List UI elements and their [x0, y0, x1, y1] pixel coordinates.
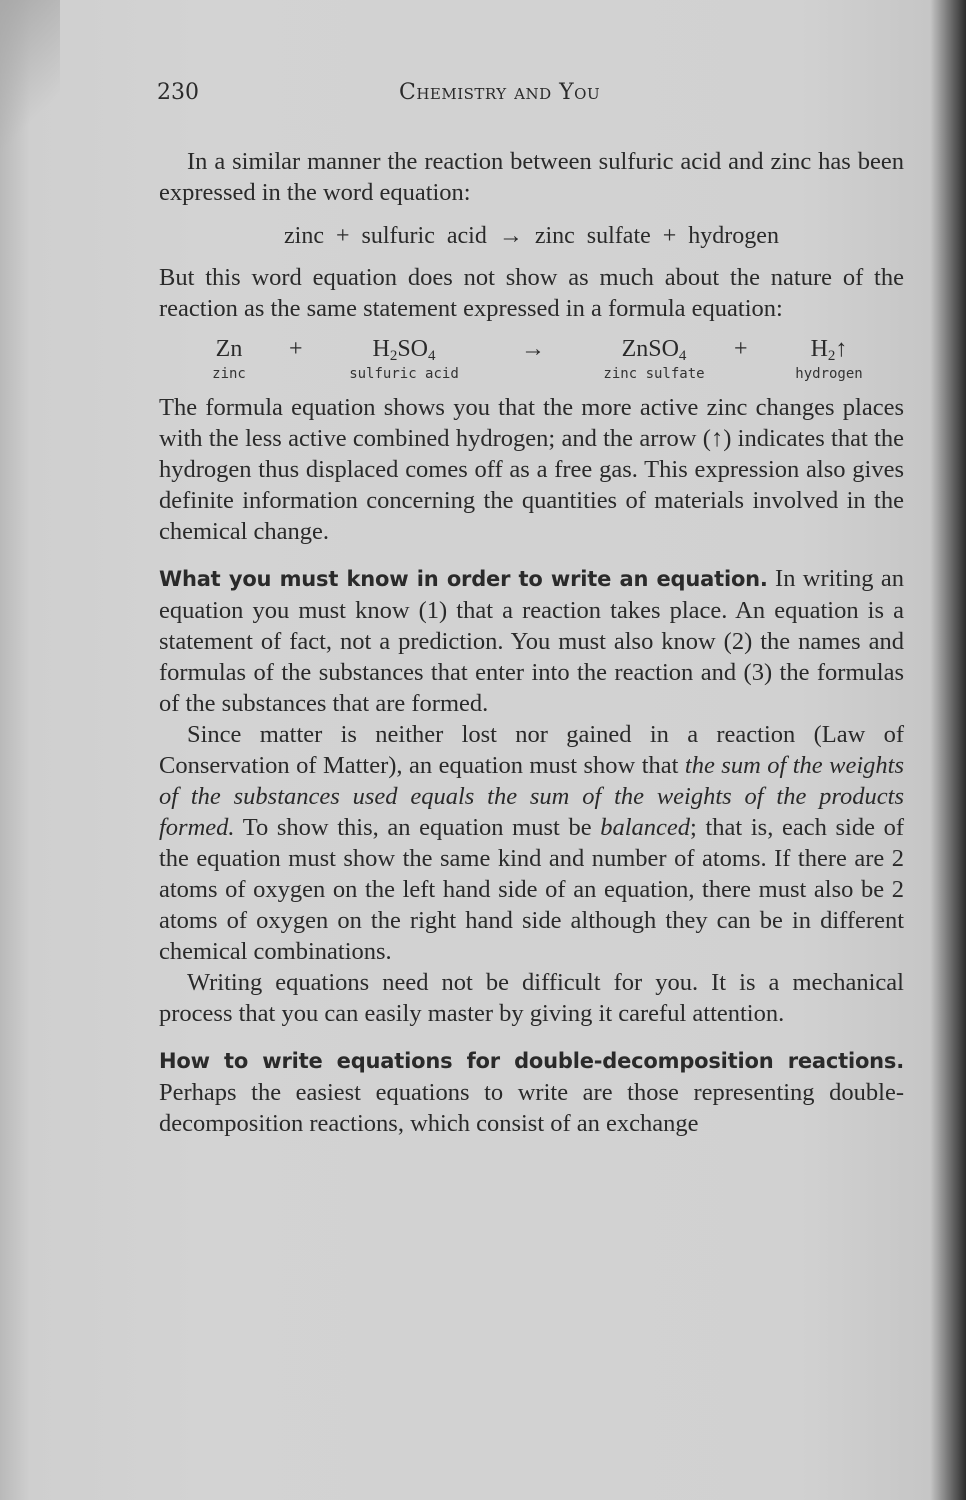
paragraph-formula-explanation: The formula equation shows you that the more active zinc changes places with the less active combined hydrogen; and the arrow (↑) indicates that the hydrogen thus displaced comes off as a free gas. This expression also gives definite information concerning the quantities of materials involved in the chemical change. — [159, 394, 904, 545]
zinc-sulfate-label: zinc sulfate — [603, 366, 705, 382]
hydrogen-label: hydrogen — [795, 366, 863, 382]
section-heading-double-decomposition: How to write equations for double-decomposition reactions. — [159, 1049, 904, 1073]
page-edge-shadow — [0, 0, 60, 160]
yields-arrow: → — [521, 336, 545, 362]
paragraph-conservation — [159, 719, 904, 967]
word-equation: zinc + sulfuric acid → zinc sulfate + hydrogen — [284, 223, 779, 249]
section-double-decomposition — [159, 1045, 904, 1139]
conservation-text-3: ; that is, each side of the equation must show the same kind and number of atoms. If there are 2 atoms of oxygen on the left hand side of an equation, there must also be 2 atoms of oxygen on the right hand side although they can be in different chemical combinations. — [159, 814, 904, 965]
zinc-sulfate-term — [584, 334, 724, 384]
paragraph-word-equation-limits: But this word equation does not show as much about the nature of the reaction as the same statement expressed in a formula equation: — [159, 264, 904, 322]
intro-paragraph: In a similar manner the reaction between sulfuric acid and zinc has been expressed in the word equation: — [159, 148, 904, 206]
sulfuric-acid-term — [334, 334, 474, 384]
paragraph-mechanical-process: Writing equations need not be difficult for you. It is a mechanical process that you can easily master by giving it careful attention. — [159, 969, 904, 1027]
zinc-label: zinc — [212, 366, 246, 382]
plus-sign-2: + — [734, 336, 748, 362]
section-heading-write-equation: What you must know in order to write an equation. — [159, 567, 768, 591]
conservation-text-2: To show this, an equation must be — [234, 814, 601, 841]
conservation-italic-2: balanced — [600, 814, 691, 841]
conservation-italic-1: the sum of the weights of the substances used equals the sum of the weights of the products formed. — [159, 752, 904, 841]
section-text-write-equation: In writing an equation you must know (1) that a reaction takes place. An equation is a statement of fact, not a prediction. You must also know (2) the names and formulas of the substances that enter into the reaction and (3) the formulas of the substances that are formed. — [159, 565, 904, 717]
running-title: Chemistry and You — [399, 80, 601, 105]
zinc-sulfate-formula: ZnSO$_4$ — [621, 336, 687, 364]
running-head — [157, 80, 907, 110]
gas-up-arrow-icon: ↑ — [835, 336, 848, 362]
formula-equation — [159, 334, 904, 390]
conservation-text-1: Since matter is neither lost nor gained in a reaction (Law of Conservation of Matter), an equation must show that — [159, 721, 904, 779]
section-write-equation — [159, 563, 904, 719]
section-text-double-decomposition: Perhaps the easiest equations to write are those representing double-decomposition reactions, which consist of an exchange — [159, 1079, 904, 1137]
zinc-symbol: Zn — [215, 336, 243, 362]
body-text — [159, 146, 904, 1139]
hydrogen-formula: $H_2↑$ — [810, 336, 848, 364]
plus-sign: + — [289, 336, 303, 362]
hydrogen-term — [779, 334, 879, 384]
sulfuric-acid-label: sulfuric acid — [349, 366, 459, 382]
page-number: 230 — [157, 80, 199, 105]
zinc-term — [199, 334, 259, 384]
sulfuric-acid-formula: $H_2SO_4$ — [372, 336, 436, 364]
